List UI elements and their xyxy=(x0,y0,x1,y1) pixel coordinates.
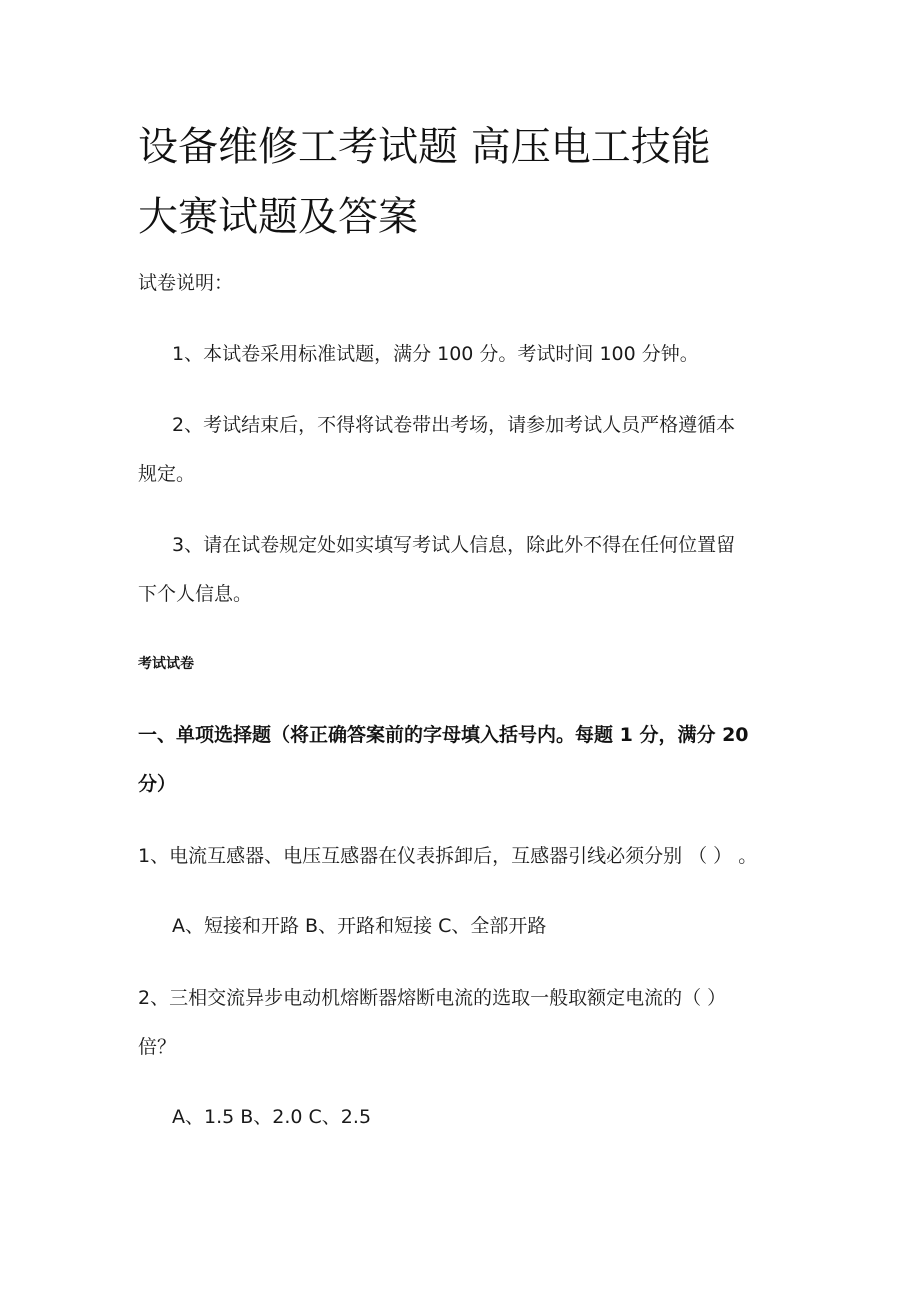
instruction-item-3-line2: 下个人信息。 xyxy=(138,583,253,605)
question-2-stem-line2: 倍？ xyxy=(138,1036,177,1058)
question-2-stem-line1: 2、三相交流异步电动机熔断器熔断电流的选取一般取额定电流的（ ） xyxy=(138,987,727,1009)
section-heading-line2: 分） xyxy=(138,773,177,795)
document-title-line1: 设备维修工考试题 高压电工技能 xyxy=(138,124,711,170)
instruction-item-2-line1: 2、考试结束后，不得将试卷带出考场，请参加考试人员严格遵循本 xyxy=(172,414,736,436)
instructions-heading: 试卷说明： xyxy=(138,272,234,294)
section-heading-line1: 一、单项选择题（将正确答案前的字母填入括号内。每题 1 分，满分 20 xyxy=(138,724,749,746)
exam-label: 考试试卷 xyxy=(138,656,194,672)
instruction-item-3-line1: 3、请在试卷规定处如实填写考试人信息，除此外不得在任何位置留 xyxy=(172,534,736,556)
instruction-item-2-line2: 规定。 xyxy=(138,463,196,485)
instruction-item-1: 1、本试卷采用标准试题，满分 100 分。考试时间 100 分钟。 xyxy=(172,343,699,365)
question-1-options: A、短接和开路 B、开路和短接 C、全部开路 xyxy=(172,915,547,937)
question-2-options: A、1.5 B、2.0 C、2.5 xyxy=(172,1106,372,1128)
document-title-line2: 大赛试题及答案 xyxy=(138,194,418,240)
question-1-stem: 1、电流互感器、电压互感器在仪表拆卸后，互感器引线必须分别 （ ） 。 xyxy=(138,845,758,867)
